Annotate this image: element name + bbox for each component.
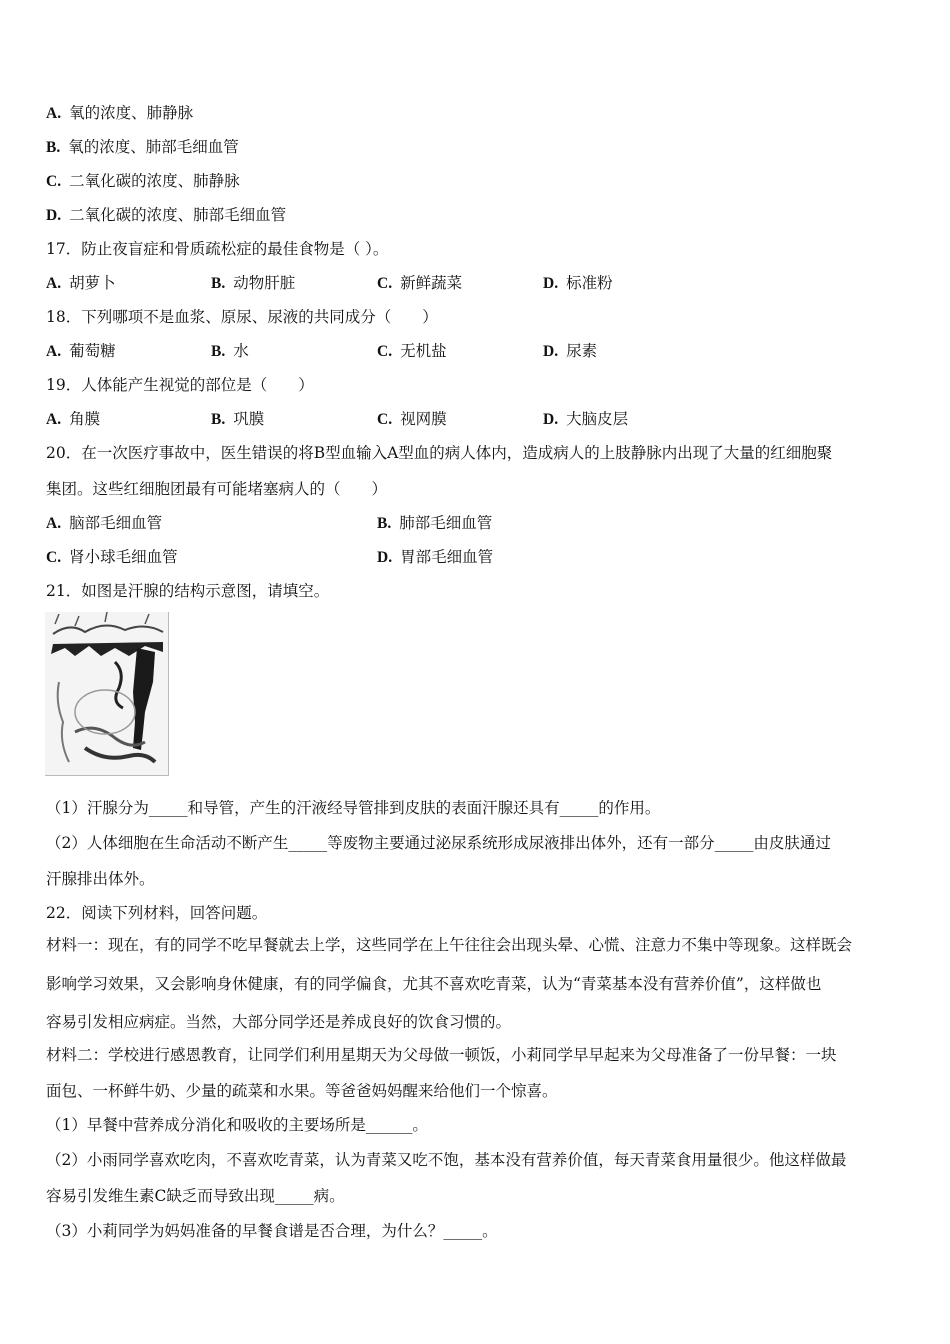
q22-material2-line2: 面包、一杯鲜牛奶、少量的疏菜和水果。等爸爸妈妈醒来给他们一个惊喜。 <box>46 1082 558 1100</box>
q17-stem: 17．防止夜盲症和骨质疏松症的最佳食物是（ ）。 <box>46 240 389 258</box>
q20-stem-line1: 20．在一次医疗事故中，医生错误的将B型血输入A型血的病人体内，造成病人的上肢静脉内出现了大量的红细胞聚 <box>46 444 833 462</box>
q22-material1-line1: 材料一：现在，有的同学不吃早餐就去上学，这些同学在上午往往会出现头晕、心慌、注意力不集中等现象。这样既会 <box>46 936 853 954</box>
q22-sub2-line2: 容易引发维生素C缺乏而导致出现_____病。 <box>46 1187 345 1205</box>
q19-option-b: B. 巩膜 <box>211 410 265 428</box>
q20-option-b: B. 肺部毛细血管 <box>377 514 493 532</box>
q22-material2-line1: 材料二：学校进行感恩教育，让同学们利用星期天为父母做一顿饭，小莉同学早早起来为父母准备了一份早餐：一块 <box>46 1046 837 1064</box>
q18-option-b: B. 水 <box>211 342 249 360</box>
q19-option-a: A. 角膜 <box>46 410 101 428</box>
q20-option-c: C. 肾小球毛细血管 <box>46 548 178 566</box>
q18-option-d: D. 尿素 <box>543 342 598 360</box>
q19-stem: 19．人体能产生视觉的部位是（ ） <box>46 376 314 394</box>
q22-sub3: （3）小莉同学为妈妈准备的早餐食谱是否合理，为什么？_____。 <box>46 1222 498 1240</box>
q18-option-c: C. 无机盐 <box>377 342 447 360</box>
q22-stem: 22．阅读下列材料，回答问题。 <box>46 904 268 922</box>
q17-option-c: C. 新鲜蔬菜 <box>377 274 463 292</box>
sweat-gland-diagram <box>45 612 169 776</box>
q20-option-a: A. 脑部毛细血管 <box>46 514 163 532</box>
q21-sub2-line2: 汗腺排出体外。 <box>46 870 155 888</box>
q18-option-a: A. 葡萄糖 <box>46 342 116 360</box>
q22-sub1: （1）早餐中营养成分消化和吸收的主要场所是______。 <box>46 1116 428 1134</box>
q16-option-a: A. 氧的浓度、肺静脉 <box>46 104 194 122</box>
q21-sub2-line1: （2）人体细胞在生命活动不断产生_____等废物主要通过泌尿系统形成尿液排出体外，还有一部分_____由皮肤通过 <box>46 834 831 852</box>
sweat-gland-illustration <box>45 612 168 775</box>
q18-stem: 18．下列哪项不是血浆、原尿、尿液的共同成分（ ） <box>46 308 438 326</box>
q19-option-d: D. 大脑皮层 <box>543 410 629 428</box>
q17-option-a: A. 胡萝卜 <box>46 274 116 292</box>
q20-stem-line2: 集团。这些红细胞团最有可能堵塞病人的（ ） <box>46 480 388 498</box>
q17-option-d: D. 标准粉 <box>543 274 613 292</box>
q21-sub1: （1）汗腺分为_____和导管，产生的汗液经导管排到皮肤的表面汗腺还具有_____的作用。 <box>46 799 661 817</box>
q21-stem: 21．如图是汗腺的结构示意图，请填空。 <box>46 582 330 600</box>
q16-option-c: C. 二氧化碳的浓度、肺静脉 <box>46 172 240 190</box>
q19-option-c: C. 视网膜 <box>377 410 447 428</box>
q20-option-d: D. 胃部毛细血管 <box>377 548 494 566</box>
q22-sub2-line1: （2）小雨同学喜欢吃肉，不喜欢吃青菜，认为青菜又吃不饱，基本没有营养价值，每天青菜食用量很少。他这样做最 <box>46 1151 847 1169</box>
q17-option-b: B. 动物肝脏 <box>211 274 296 292</box>
q16-option-d: D. 二氧化碳的浓度、肺部毛细血管 <box>46 206 287 224</box>
q16-option-b: B. 氧的浓度、肺部毛细血管 <box>46 138 239 156</box>
q22-material1-line3: 容易引发相应病症。当然，大部分同学还是养成良好的饮食习惯的。 <box>46 1013 512 1031</box>
q22-material1-line2: 影响学习效果，又会影响身休健康，有的同学偏食，尤其不喜欢吃青菜，认为“青菜基本没有营养价值”，这样做也 <box>46 975 822 993</box>
